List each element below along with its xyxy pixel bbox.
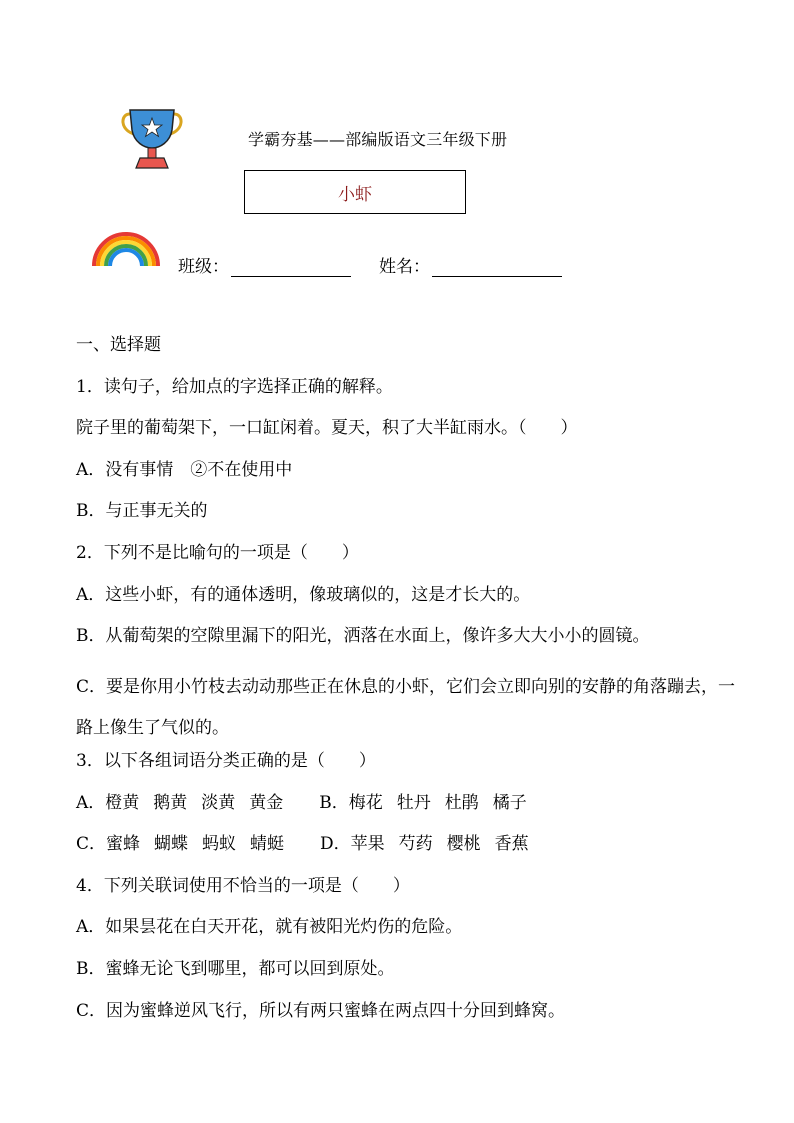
word-option: 蝴蝶 [154,834,189,855]
question-4-option-c[interactable]: C．因为蜜蜂逆风飞行，所以有两只蜜蜂在两点四十分回到蜂窝。 [76,1000,566,1021]
word-option: 梅花 [348,792,383,813]
question-4-option-a[interactable]: A．如果昙花在白天开花，就有被阳光灼伤的危险。 [76,917,463,938]
option-letter-b[interactable]: B． [319,792,349,813]
question-2-option-a[interactable]: A．这些小虾，有的通体透明，像玻璃似的，这是才长大的。 [76,584,531,605]
word-option: 淡黄 [201,792,236,813]
question-4-option-b[interactable]: B．蜜蜂无论飞到哪里，都可以回到原处。 [76,958,395,979]
option-letter-a[interactable]: A． [76,792,106,813]
word-option: 苹果 [350,834,385,855]
word-option: 牡丹 [396,792,431,813]
word-option: 黄金 [249,792,284,813]
question-1-option-a[interactable]: A．没有事情 ②不在使用中 [76,459,293,480]
word-option: 樱桃 [446,834,481,855]
word-option: 杜鹃 [444,792,479,813]
word-option: 芍药 [398,834,433,855]
question-3-row-1 [76,792,736,834]
name-blank[interactable] [432,256,562,277]
word-option: 蜜蜂 [106,834,141,855]
question-2-option-c[interactable]: C．要是你用小竹枝去动动那些正在休息的小虾，它们会立即向别的安静的角落蹦去，一路上像生了气似的。 [76,676,736,739]
word-option: 橙黄 [105,792,140,813]
word-option: 蚂蚁 [202,834,237,855]
rainbow-icon [90,226,162,268]
lesson-title: 小虾 [338,184,372,205]
class-label: 班级： [178,257,229,277]
option-letter-c[interactable]: C． [76,834,107,855]
question-4-stem: 4．下列关联词使用不恰当的一项是（ ） [76,875,410,896]
question-1-option-b[interactable]: B．与正事无关的 [76,501,208,522]
lesson-title-box [244,170,466,214]
word-option: 鹅黄 [153,792,188,813]
question-1-sentence: 院子里的葡萄架下，一口缸闲着。夏天，积了大半缸雨水。（ ） [76,418,578,439]
word-option: 蜻蜓 [250,834,285,855]
question-3-row-2 [76,833,736,875]
question-content [76,334,736,1041]
name-label: 姓名： [379,257,430,277]
word-option: 橘子 [492,792,527,813]
section-title: 一、选择题 [76,335,161,355]
document-header-title: 学霸夯基——部编版语文三年级下册 [248,130,508,149]
student-info-row [178,252,562,277]
question-2-stem: 2．下列不是比喻句的一项是（ ） [76,542,359,563]
trophy-icon [118,108,186,170]
word-option: 香蕉 [494,834,529,855]
question-3-stem: 3．以下各组词语分类正确的是（ ） [76,750,376,771]
question-1-stem: 1．读句子，给加点的字选择正确的解释。 [76,376,393,397]
question-2-option-b[interactable]: B．从葡萄架的空隙里漏下的阳光，洒落在水面上，像许多大大小小的圆镜。 [76,626,650,647]
option-letter-d[interactable]: D． [320,834,351,855]
class-blank[interactable] [231,256,351,277]
